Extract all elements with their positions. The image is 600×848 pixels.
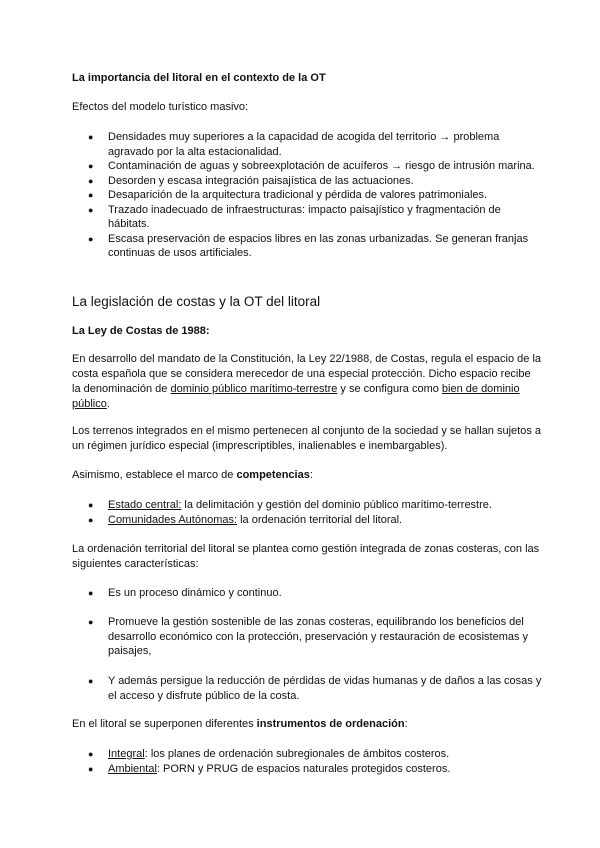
list-item: ● Estado central: la delimitación y gestión del dominio público marítimo-terrestre. <box>88 499 492 511</box>
bullet-icon: ● <box>88 132 94 142</box>
list-item: ● Integral: los planes de ordenación subregionales de ámbitos costeros. <box>88 748 450 760</box>
paragraph-competencias: Asimismo, establece el marco de competencias: <box>72 469 313 481</box>
term-competencias: competencias <box>236 469 310 481</box>
list-item: ● Desorden y escasa integración paisajística de las actuaciones. <box>88 174 414 187</box>
bullet-icon: ● <box>88 749 94 759</box>
characteristics-list-1 <box>72 586 542 601</box>
list-item: ● Contaminación de aguas y sobreexplotación de acuíferos → riesgo de intrusión marina. <box>88 160 535 172</box>
effects-list <box>72 130 542 261</box>
list-item: ● Escasa preservación de espacios libres en las zonas urbanizadas. Se generan franjas continuas de usos artificiales. <box>88 232 529 259</box>
bullet-icon: ● <box>88 175 94 186</box>
paragraph-ley: En desarrollo del mandato de la Constitución, la Ley 22/1988, de Costas, regula el espacio de la costa española que se considera merecedor de una especial protección. Dicho espacio recibe la denominación de dominio público marítimo-terrestre y se configura como bien de dominio público. <box>72 353 542 410</box>
list-item: ● Desaparición de la arquitectura tradicional y pérdida de valores patrimoniales. <box>88 189 488 201</box>
bullet-icon: ● <box>88 514 94 525</box>
bullet-icon: ● <box>88 204 94 215</box>
list-item: ● Promueve la gestión sostenible de las zonas costeras, equilibrando los beneficios del desarrollo económico con la protección, preservación y restauración de ecosistemas y paisajes, <box>88 616 529 657</box>
instrumentos-list <box>72 747 542 776</box>
paragraph-ordenacion: La ordenación territorial del litoral se plantea como gestión integrada de zonas costeras, con las siguientes características: <box>72 543 540 570</box>
characteristics-list-2 <box>72 615 542 659</box>
bullet-icon: ● <box>88 500 94 510</box>
list-item: ● Es un proceso dinámico y continuo. <box>88 587 282 599</box>
subsection-title-ley: La Ley de Costas de 1988: <box>72 325 210 337</box>
bullet-icon: ● <box>88 190 94 200</box>
list-item: ● Trazado inadecuado de infraestructuras: impacto paisajístico y fragmentación de hábitats. <box>88 203 501 230</box>
term-instrumentos: instrumentos de ordenación <box>256 718 405 730</box>
competencias-list <box>72 498 542 527</box>
section-title-litoral: La importancia del litoral en el contexto de la OT <box>72 72 326 84</box>
bullet-icon: ● <box>88 588 94 598</box>
bullet-icon: ● <box>88 676 94 686</box>
term-bien-dominio: bien de dominio público <box>72 383 520 410</box>
list-item: ● Ambiental: PORN y PRUG de espacios naturales protegidos costeros. <box>88 762 451 775</box>
section-title-legislacion: La legislación de costas y la OT del litoral <box>72 294 321 309</box>
paragraph-terrenos: Los terrenos integrados en el mismo pertenecen al conjunto de la sociedad y se hallan sujetos a un régimen jurídico especial (imprescriptibles, inalienables e inembargables). <box>72 425 542 452</box>
bullet-icon: ● <box>88 233 94 244</box>
bullet-icon: ● <box>88 763 94 774</box>
list-item: ● Comunidades Autónomas: la ordenación territorial del litoral. <box>88 513 403 526</box>
bullet-icon: ● <box>88 161 94 171</box>
characteristics-list-3 <box>72 674 542 703</box>
list-item: ● Y además persigue la reducción de pérdidas de vidas humanas y de daños a las cosas y el acceso y disfrute público de la costa. <box>88 675 542 702</box>
term-dominio-publico: dominio público marítimo-terrestre <box>170 383 338 395</box>
intro-paragraph: Efectos del modelo turístico masivo: <box>72 101 249 113</box>
list-item: ● Densidades muy superiores a la capacidad de acogida del territorio → problema agravado por la alta estacionalidad. <box>88 131 500 158</box>
bullet-icon: ● <box>88 617 94 627</box>
paragraph-instrumentos: En el litoral se superponen diferentes instrumentos de ordenación: <box>72 718 408 730</box>
